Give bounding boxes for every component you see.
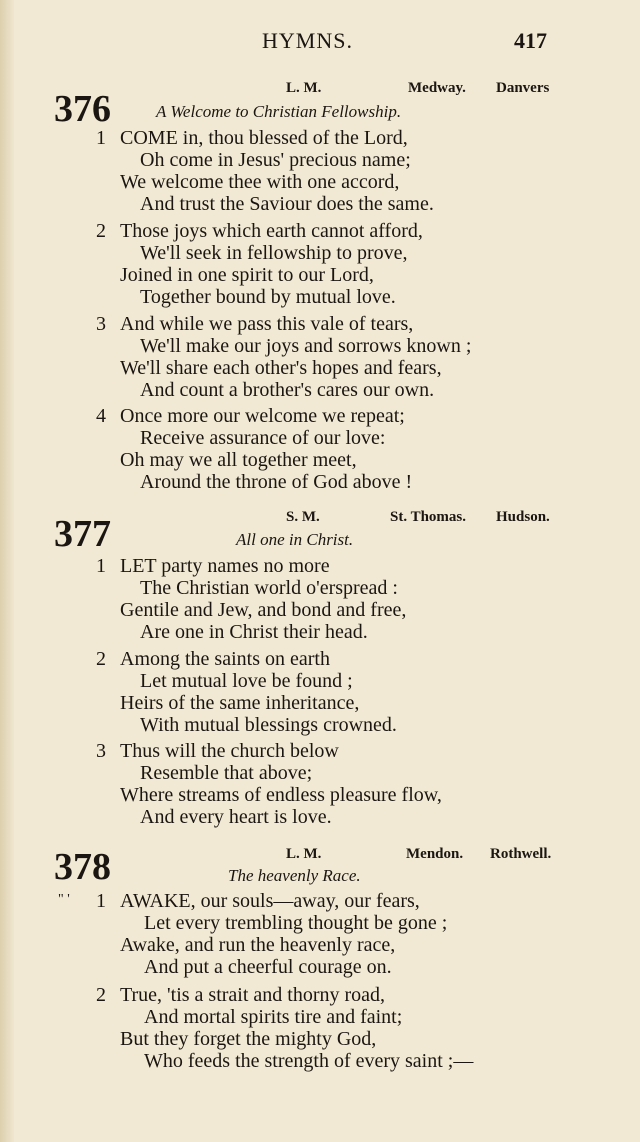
verse-line: We'll make our joys and sorrows known ; — [140, 335, 472, 357]
verse-line: But they forget the mighty God, — [120, 1028, 377, 1050]
verse-line: Are one in Christ their head. — [140, 621, 368, 643]
hymn-number: 378 — [54, 846, 111, 888]
verse-line: Around the throne of God above ! — [140, 471, 413, 493]
verse-line: Gentile and Jew, and bond and free, — [120, 599, 407, 621]
page-number: 417 — [514, 28, 547, 53]
verse-line: Heirs of the same inheritance, — [120, 692, 360, 714]
verse-line: Joined in one spirit to our Lord, — [120, 264, 374, 286]
hymn-tune-alt: Rothwell. — [490, 846, 552, 862]
marginal-mark: " ' — [58, 892, 70, 907]
verse-number: 3 — [96, 313, 106, 335]
verse-line: And trust the Saviour does the same. — [140, 193, 434, 215]
verse-number: 4 — [96, 405, 106, 427]
verse-line: Thus will the church below — [120, 740, 339, 762]
hymn-title: All one in Christ. — [236, 530, 354, 549]
verse-line: And every heart is love. — [140, 806, 332, 828]
verse-number: 2 — [96, 984, 106, 1006]
verse-number: 1 — [96, 890, 106, 912]
verse-line: And count a brother's cares our own. — [140, 379, 435, 401]
hymn-tune: Medway. — [408, 80, 466, 96]
hymn-tune: Mendon. — [406, 846, 464, 862]
verse-line: And put a cheerful courage on. — [144, 956, 392, 978]
verse-line: LET party names no more — [120, 555, 330, 577]
verse-line: Oh may we all together meet, — [120, 449, 357, 471]
verse-line: Those joys which earth cannot afford, — [120, 220, 423, 242]
verse-line: Among the saints on earth — [120, 648, 330, 670]
hymn-meter: S. M. — [286, 509, 320, 525]
verse-line: With mutual blessings crowned. — [140, 714, 397, 736]
verse-line: COME in, thou blessed of the Lord, — [120, 127, 408, 149]
hymn-meter: L. M. — [286, 846, 322, 862]
hymn-title: A Welcome to Christian Fellowship. — [156, 102, 402, 121]
verse-line: Let every trembling thought be gone ; — [144, 912, 448, 934]
hymn-number: 376 — [54, 88, 111, 130]
verse-line: The Christian world o'erspread : — [140, 577, 398, 599]
verse-line: Awake, and run the heavenly race, — [120, 934, 396, 956]
verse-line: Receive assurance of our love: — [140, 427, 386, 449]
page-gutter — [0, 0, 14, 1142]
hymn-tune-alt: Danvers — [496, 80, 550, 96]
verse-number: 2 — [96, 648, 106, 670]
verse-line: AWAKE, our souls—away, our fears, — [120, 890, 420, 912]
verse-line: True, 'tis a strait and thorny road, — [120, 984, 386, 1006]
verse-number: 1 — [96, 127, 106, 149]
hymn-number: 377 — [54, 513, 111, 555]
hymn-title: The heavenly Race. — [228, 866, 361, 885]
hymn-meter: L. M. — [286, 80, 322, 96]
verse-line: And while we pass this vale of tears, — [120, 313, 414, 335]
verse-line: Together bound by mutual love. — [140, 286, 396, 308]
verse-line: And mortal spirits tire and faint; — [144, 1006, 403, 1028]
verse-line: Where streams of endless pleasure flow, — [120, 784, 442, 806]
verse-number: 1 — [96, 555, 106, 577]
verse-line: We welcome thee with one accord, — [120, 171, 400, 193]
verse-number: 2 — [96, 220, 106, 242]
verse-line: Oh come in Jesus' precious name; — [140, 149, 411, 171]
hymn-tune: St. Thomas. — [390, 509, 466, 525]
verse-line: Let mutual love be found ; — [140, 670, 353, 692]
verse-line: Resemble that above; — [140, 762, 313, 784]
verse-line: We'll share each other's hopes and fears, — [120, 357, 442, 379]
running-title: HYMNS. — [262, 28, 353, 53]
verse-line: Who feeds the strength of every saint ;— — [144, 1050, 474, 1072]
verse-line: Once more our welcome we repeat; — [120, 405, 405, 427]
verse-number: 3 — [96, 740, 106, 762]
verse-line: We'll seek in fellowship to prove, — [140, 242, 408, 264]
hymn-tune-alt: Hudson. — [496, 509, 550, 525]
